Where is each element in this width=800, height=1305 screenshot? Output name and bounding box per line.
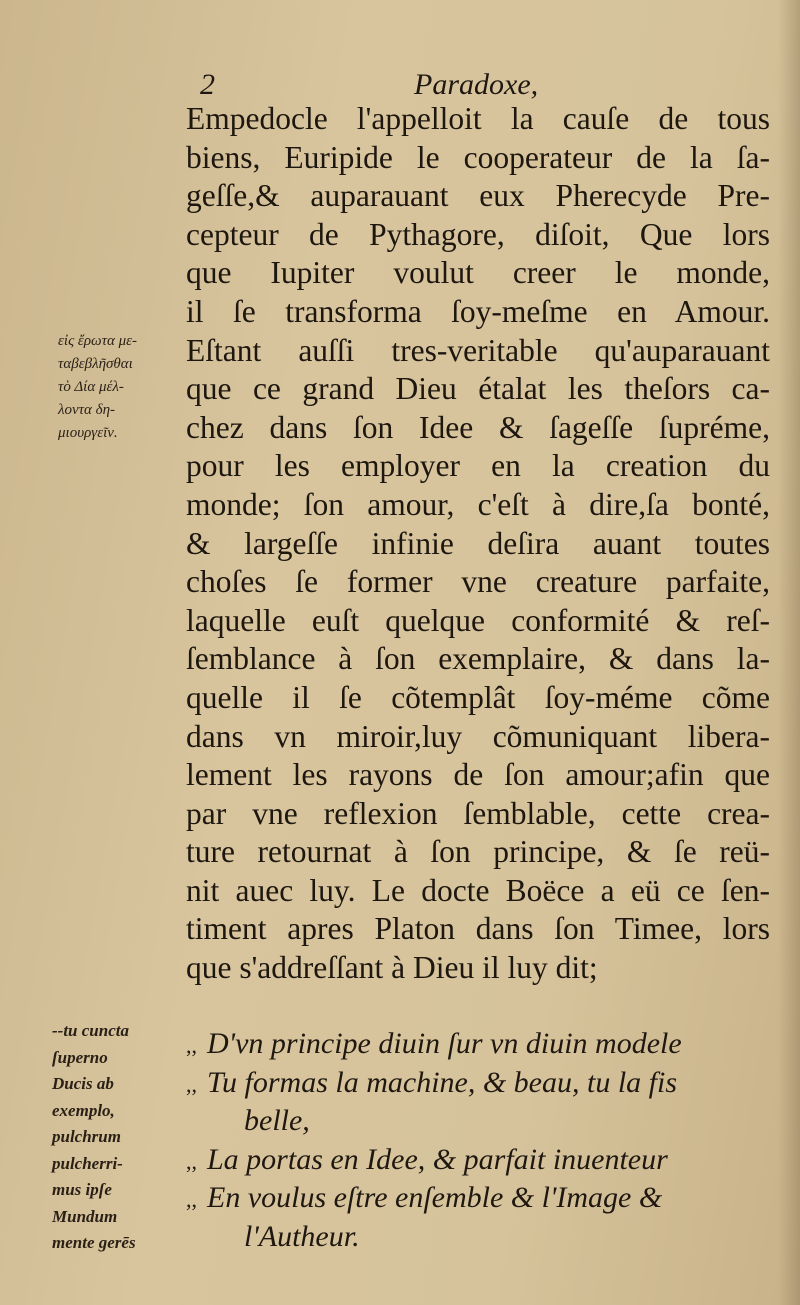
margin-line: ſuperno xyxy=(52,1047,108,1067)
main-text xyxy=(186,100,770,988)
margin-note-latin xyxy=(52,1018,190,1257)
text-line: chez dans ſon Idee & ſageſſe ſupréme, xyxy=(186,409,770,445)
text-line: ſemblance à ſon exemplaire, & dans la- xyxy=(186,641,770,677)
margin-line: mus ipſe xyxy=(52,1180,112,1199)
verse-line xyxy=(186,1064,770,1103)
text-line: biens, Euripide le cooperateur de la ſa- xyxy=(186,139,770,175)
text-line: ture retournat à ſon principe, & ſe reü- xyxy=(186,834,770,870)
verse-line xyxy=(186,1102,770,1141)
verse-line xyxy=(186,1025,770,1064)
margin-line: mente gerēs xyxy=(52,1233,136,1252)
margin-line: Ducis ab xyxy=(52,1074,114,1093)
text-line: choſes ſe former vne creature parfaite, xyxy=(186,564,770,600)
margin-line: ταβεβλῆσθαι xyxy=(58,356,133,372)
text-line: monde; ſon amour, c'eſt à dire,ſa bonté, xyxy=(186,486,770,522)
verse-quotation xyxy=(186,1025,770,1256)
verse-text: En voulus eſtre enſemble & l'Image & xyxy=(207,1181,663,1214)
verse-text: Tu formas la machine, & beau, tu la fis xyxy=(207,1065,678,1099)
quote-mark: ,, xyxy=(186,1033,197,1058)
margin-line: exemplo, xyxy=(52,1100,115,1120)
margin-line: Mundum xyxy=(52,1206,118,1226)
margin-line: εἰς ἔρωτα με- xyxy=(58,333,138,349)
running-title: Paradoxe, xyxy=(414,68,539,101)
text-line: timent apres Platon dans ſon Timee, lors xyxy=(186,911,770,947)
margin-note-greek xyxy=(58,330,186,445)
verse-line xyxy=(186,1218,770,1257)
text-line: que Iupiter voulut creer le monde, xyxy=(186,255,770,291)
quote-mark: ,, xyxy=(186,1071,197,1097)
verse-line xyxy=(186,1141,770,1180)
verse-text: belle, xyxy=(244,1104,310,1137)
page-number: 2 xyxy=(200,68,215,101)
text-line: que s'addreſſant à Dieu il luy dit; xyxy=(186,950,598,986)
text-line: il ſe transforma ſoy-meſme en Amour. xyxy=(186,293,770,329)
text-line: nit auec luy. Le docte Boëce a eü ce ſen- xyxy=(186,872,770,908)
text-line: laquelle euſt quelque conformité & reſ- xyxy=(186,602,770,638)
margin-line: λοντα δη- xyxy=(58,402,116,418)
margin-line: τὸ Δία μέλ- xyxy=(58,379,124,395)
text-line: & largeſſe infinie deſira auant toutes xyxy=(186,525,770,561)
text-line: dans vn miroir,luy cõmuniquant libera- xyxy=(186,718,770,754)
verse-text: l'Autheur. xyxy=(244,1219,360,1253)
text-line: geſſe,& auparauant eux Pherecyde Pre- xyxy=(186,178,770,214)
text-line: quelle il ſe cõtemplât ſoy-méme cõme xyxy=(186,679,770,715)
text-line: cepteur de Pythagore, diſoit, Que lors xyxy=(186,216,770,252)
margin-line: pulchrum xyxy=(52,1127,121,1146)
text-line: Eſtant auſſi tres-veritable qu'auparauant xyxy=(186,332,770,368)
verse-line xyxy=(186,1179,770,1218)
margin-line: pulcherri- xyxy=(52,1153,123,1173)
quote-mark: ,, xyxy=(186,1187,197,1212)
verse-text: D'vn principe diuin ſur vn diuin modele xyxy=(207,1027,682,1060)
text-line: que ce grand Dieu étalat les theſors ca- xyxy=(186,371,770,407)
quote-mark: ,, xyxy=(186,1148,197,1174)
verse-text: La portas en Idee, & parfait inuenteur xyxy=(207,1142,668,1176)
margin-line: --tu cuncta xyxy=(52,1021,129,1040)
text-line: par vne reflexion ſemblable, cette crea- xyxy=(186,795,770,831)
text-line: pour les employer en la creation du xyxy=(186,448,770,484)
margin-line: μιουργεῖν. xyxy=(58,425,118,441)
text-line: Empedocle l'appelloit la cauſe de tous xyxy=(186,101,770,136)
text-line: lement les rayons de ſon amour;afin que xyxy=(186,757,770,793)
